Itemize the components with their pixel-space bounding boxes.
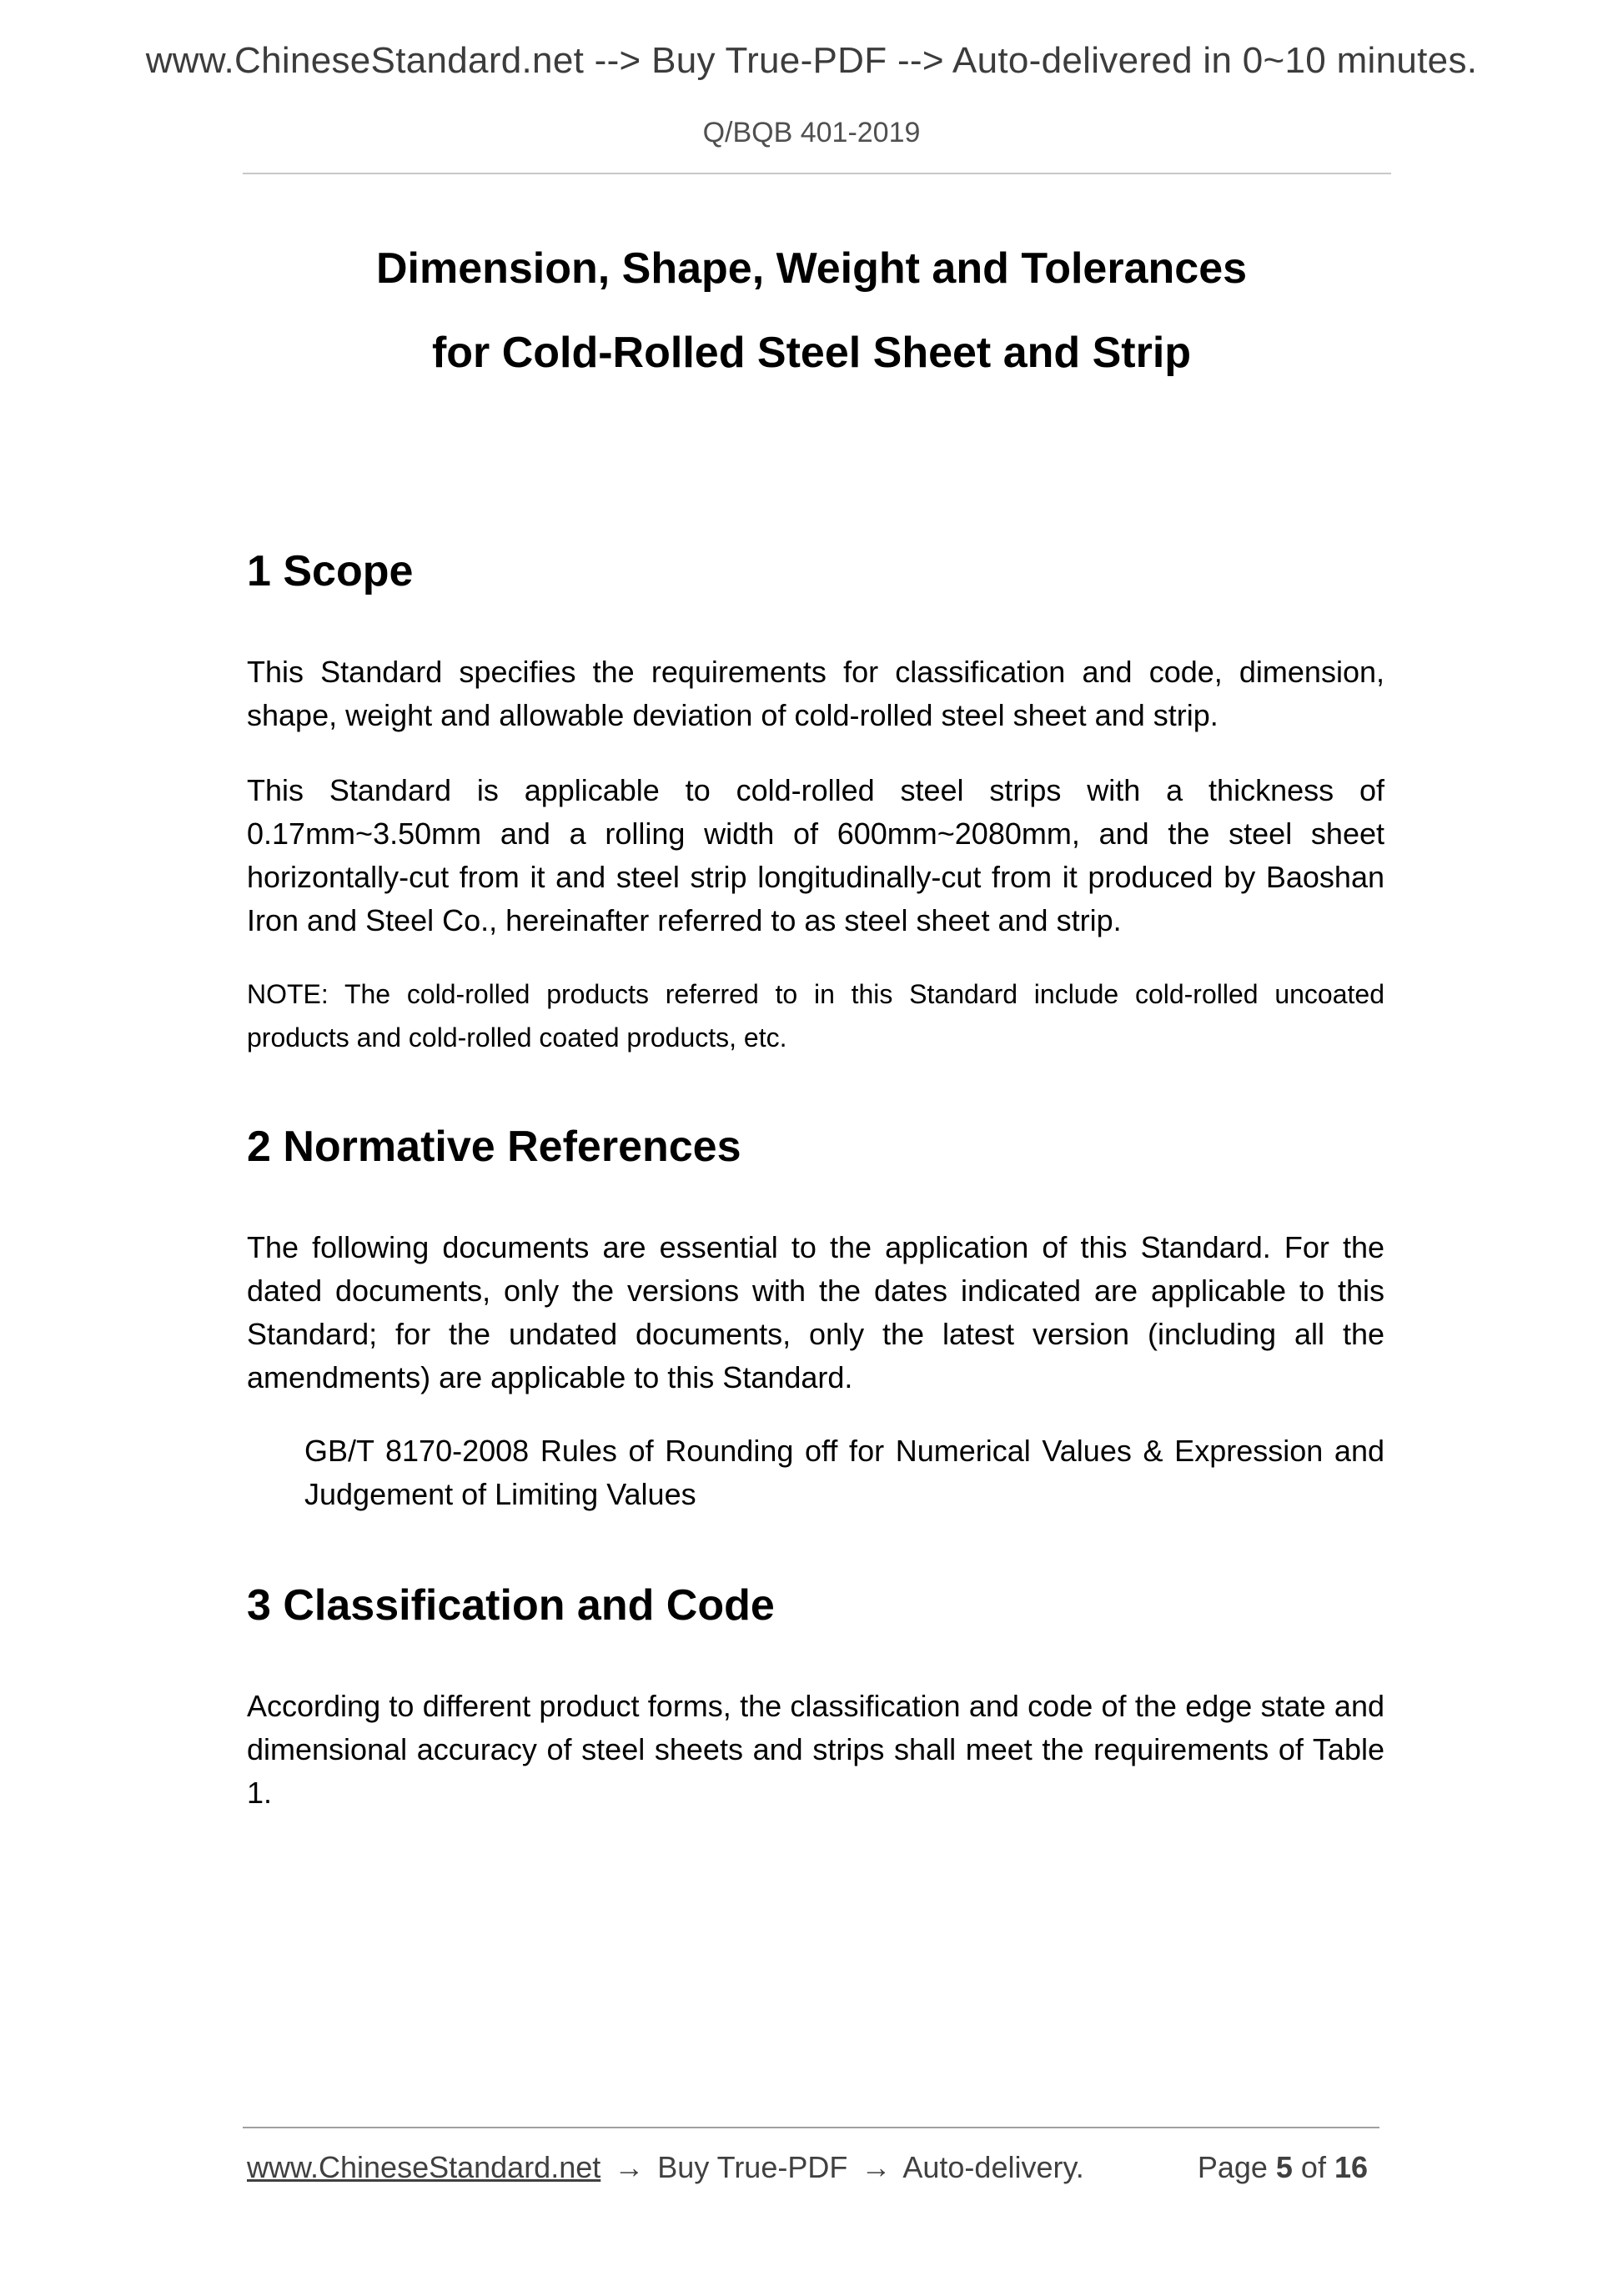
scope-paragraph-2: This Standard is applicable to cold-rolled steel strips with a thickness of 0.17mm~3.50mm and a rolling width of 600mm~2080mm, and the steel sheet horizontally-cut from it and steel strip longitudinally-cut from it produced by Baoshan Iron and Steel Co., hereinafter referred to as steel sheet and strip. — [247, 773, 1384, 937]
page-of-label: of — [1300, 2150, 1326, 2184]
footer-buy-text: Buy True-PDF — [657, 2150, 848, 2184]
footer-delivery-text: Auto-delivery. — [902, 2150, 1084, 2184]
footer-website-link[interactable]: www.ChineseStandard.net — [247, 2150, 601, 2184]
document-title-line-2: for Cold-Rolled Steel Sheet and Strip — [431, 329, 1192, 377]
arrow-right-icon: → — [861, 2150, 892, 2184]
document-code: Q/BQB 401-2019 — [702, 117, 921, 148]
scope-note: NOTE: The cold-rolled products referred to in this Standard include cold-rolled uncoated products and cold-rolled coated products, etc. — [247, 979, 1384, 1053]
footer-left — [247, 2150, 1084, 2185]
section-heading-scope: 1 Scope — [247, 547, 414, 595]
arrow-right-icon: → — [614, 2150, 645, 2184]
section-heading-classification: 3 Classification and Code — [247, 1581, 775, 1630]
page-current: 5 — [1275, 2150, 1293, 2184]
scope-paragraph-1: This Standard specifies the requirements for classification and code, dimension, shape, weight and allowable deviation of cold-rolled steel sheet and strip. — [247, 655, 1384, 732]
page-label: Page — [1197, 2150, 1268, 2184]
section-heading-normative-references: 2 Normative References — [247, 1123, 741, 1171]
reference-gbt-8170: GB/T 8170-2008 Rules of Rounding off for Numerical Values & Expression and Judgement of Limiting Values — [304, 1434, 1384, 1511]
footer-divider — [243, 2127, 1379, 2128]
document-title-line-1: Dimension, Shape, Weight and Tolerances — [375, 244, 1248, 293]
page-number — [1198, 2150, 1376, 2185]
top-banner: www.ChineseStandard.net --> Buy True-PDF --> Auto-delivered in 0~10 minutes. — [145, 40, 1478, 81]
classification-paragraph: According to different product forms, the classification and code of the edge state and dimensional accuracy of steel sheets and strips shall meet the requirements of Table 1. — [247, 1689, 1384, 1810]
normative-references-paragraph: The following documents are essential to the application of this Standard. For the dated documents, only the versions with the dates indicated are applicable to this Standard; for the undated documents, only the latest version (including all the amendments) are applicable to this Standard. — [247, 1230, 1384, 1394]
header-divider — [243, 173, 1391, 174]
page-total: 16 — [1334, 2150, 1368, 2184]
